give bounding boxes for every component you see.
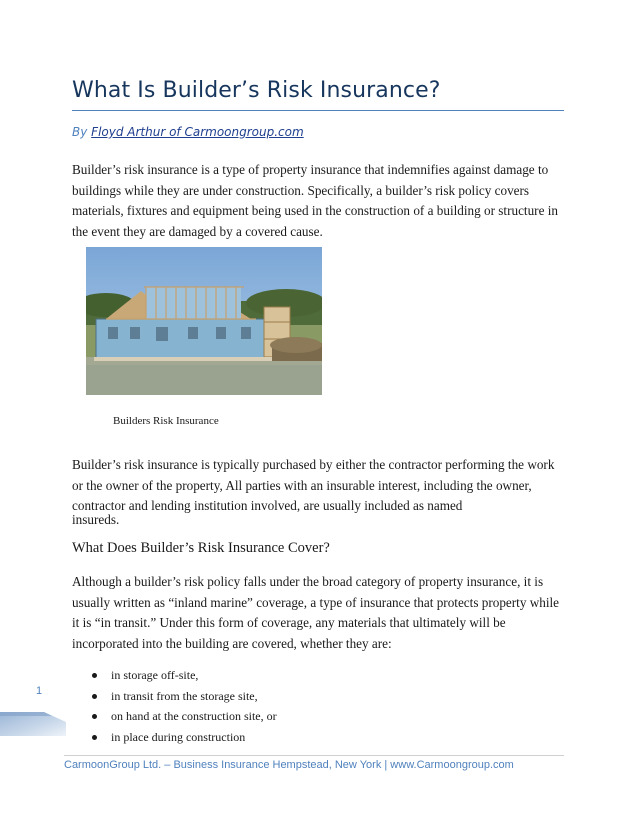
list-item-text: in place during construction xyxy=(111,729,246,744)
bullet-icon xyxy=(92,735,97,740)
title-underline xyxy=(72,110,564,111)
list-item-text: in transit from the storage site, xyxy=(111,688,258,703)
bullet-icon xyxy=(92,673,97,678)
author-link[interactable]: Floyd Arthur of Carmoongroup.com xyxy=(91,125,304,139)
byline xyxy=(72,125,304,139)
coverage-subheading: What Does Builder’s Risk Insurance Cover? xyxy=(72,540,330,556)
list-item xyxy=(72,727,472,748)
page-tab-decoration xyxy=(0,708,66,738)
coverage-bullet-list xyxy=(72,665,472,747)
purchaser-paragraph: Builder’s risk insurance is typically purchased by either the contractor performing the work or the owner of the property, All parties with an insurable interest, including the owner, contractor and lending institution involved, are usually included as named xyxy=(72,457,555,514)
page-footer: CarmoonGroup Ltd. – Business Insurance Hempstead, New York | www.Carmoongroup.com xyxy=(64,759,514,771)
byline-prefix: By xyxy=(72,125,88,139)
intro-paragraph: Builder’s risk insurance is a type of property insurance that indemnifies against damage to buildings while they are under construction. Specifically, a builder’s risk policy covers materials, fixtures and equipment being used in the construction of a building or structure in the event they are damaged by a covered cause. xyxy=(72,162,558,239)
coverage-paragraph: Although a builder’s risk policy falls under the broad category of property insurance, it is usually written as “inland marine” coverage, a type of insurance that protects property while it is “in transit.” Under this form of coverage, any materials that ultimately will be incorporated into the building are covered, whether they are: xyxy=(72,574,560,651)
construction-photo xyxy=(86,247,322,395)
page-number: 1 xyxy=(36,685,43,697)
bullet-icon xyxy=(92,714,97,719)
list-item xyxy=(72,686,472,707)
list-item xyxy=(72,665,472,686)
footer-rule xyxy=(64,755,564,756)
bullet-icon xyxy=(92,694,97,699)
list-item-text: in storage off-site, xyxy=(111,668,199,682)
list-item-text: on hand at the construction site, or xyxy=(111,709,277,723)
purchaser-paragraph-tail: insureds. xyxy=(72,512,120,527)
list-item xyxy=(72,706,472,727)
document-title: What Is Builder’s Risk Insurance? xyxy=(72,78,441,103)
image-caption: Builders Risk Insurance xyxy=(113,415,219,427)
